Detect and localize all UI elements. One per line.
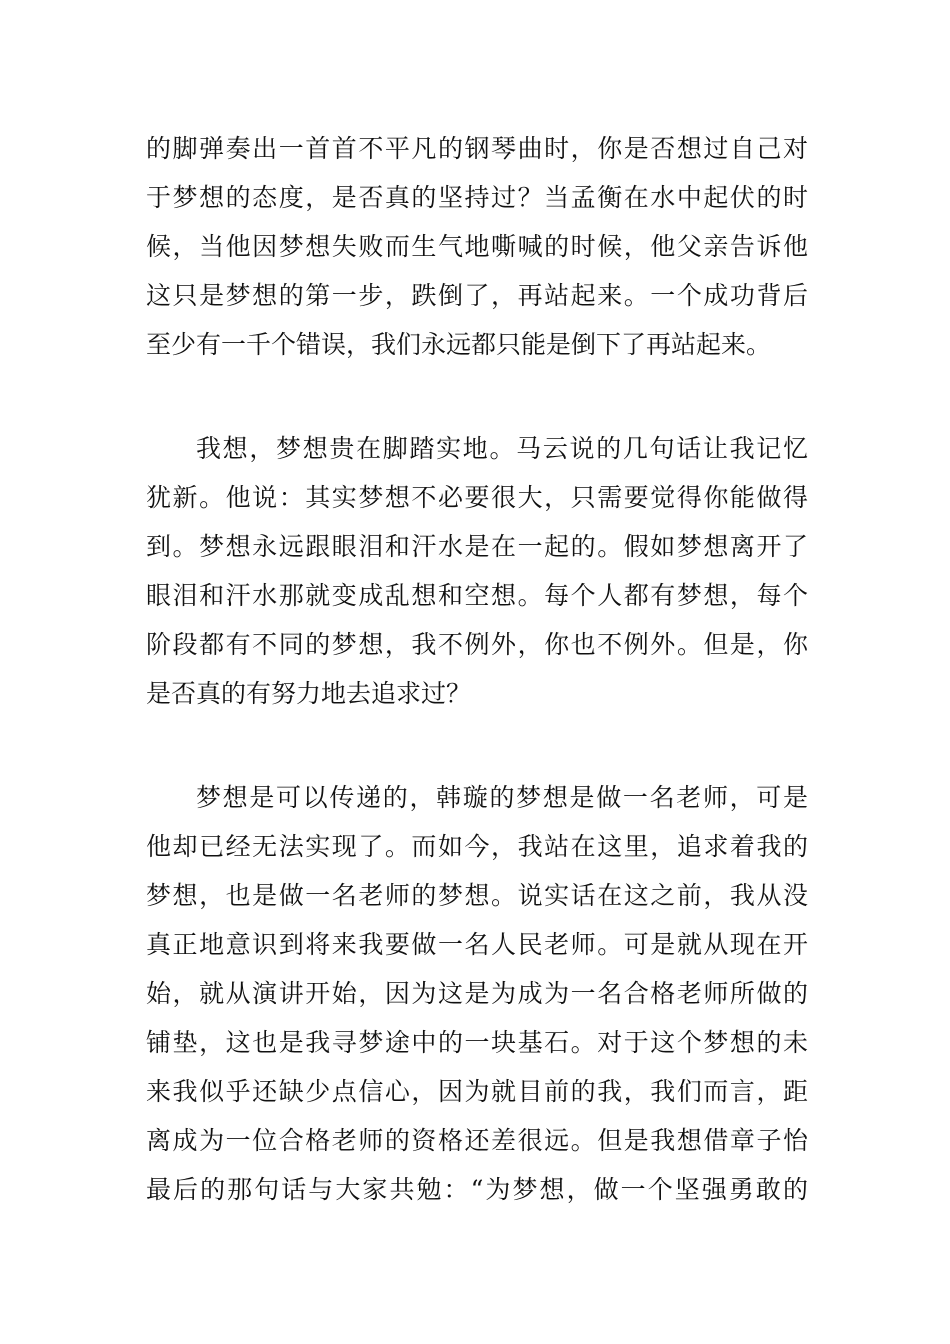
paragraph-line: 真正地意识到将来我要做一名人民老师。可是就从现在开 (146, 930, 808, 959)
paragraph-line: 来我似乎还缺少点信心，因为就目前的我，我们而言，距 (146, 1077, 808, 1106)
paragraph-line: 眼泪和汗水那就变成乱想和空想。每个人都有梦想，每个 (146, 581, 808, 610)
paragraph-line: 到。梦想永远跟眼泪和汗水是在一起的。假如梦想离开了 (146, 532, 808, 561)
paragraph-line: 我想，梦想贵在脚踏实地。马云说的几句话让我记忆 (196, 434, 808, 463)
paragraph-line: 于梦想的态度，是否真的坚持过？当孟衡在水中起伏的时 (146, 183, 808, 212)
paragraph-line: 铺垫，这也是我寻梦途中的一块基石。对于这个梦想的未 (146, 1028, 808, 1057)
paragraph-1 (146, 124, 808, 369)
paragraph-line: 的脚弹奏出一首首不平凡的钢琴曲时，你是否想过自己对 (146, 134, 808, 163)
paragraph-line: 他却已经无法实现了。而如今，我站在这里，追求着我的 (146, 832, 808, 861)
paragraph-line: 始，就从演讲开始，因为这是为成为一名合格老师所做的 (146, 979, 808, 1008)
paragraph-2 (146, 424, 808, 718)
paragraph-line: 阶段都有不同的梦想，我不例外，你也不例外。但是，你 (146, 630, 808, 659)
paragraph-line: 梦想是可以传递的，韩璇的梦想是做一名老师，可是 (196, 783, 808, 812)
paragraph-line: 候，当他因梦想失败而生气地嘶喊的时候，他父亲告诉他 (146, 232, 808, 261)
paragraph-line: 是否真的有努力地去追求过？ (146, 679, 472, 708)
paragraph-line: 至少有一千个错误，我们永远都只能是倒下了再站起来。 (146, 330, 772, 359)
paragraph-line: 梦想，也是做一名老师的梦想。说实话在这之前，我从没 (146, 881, 808, 910)
paragraph-line: 犹新。他说：其实梦想不必要很大，只需要觉得你能做得 (146, 483, 808, 512)
paragraph-3 (146, 773, 808, 1214)
paragraph-line: 这只是梦想的第一步，跌倒了，再站起来。一个成功背后 (146, 281, 808, 310)
paragraph-line: 离成为一位合格老师的资格还差很远。但是我想借章子怡 (146, 1126, 808, 1155)
paragraph-line: 最后的那句话与大家共勉：“为梦想，做一个坚强勇敢的 (146, 1175, 808, 1204)
